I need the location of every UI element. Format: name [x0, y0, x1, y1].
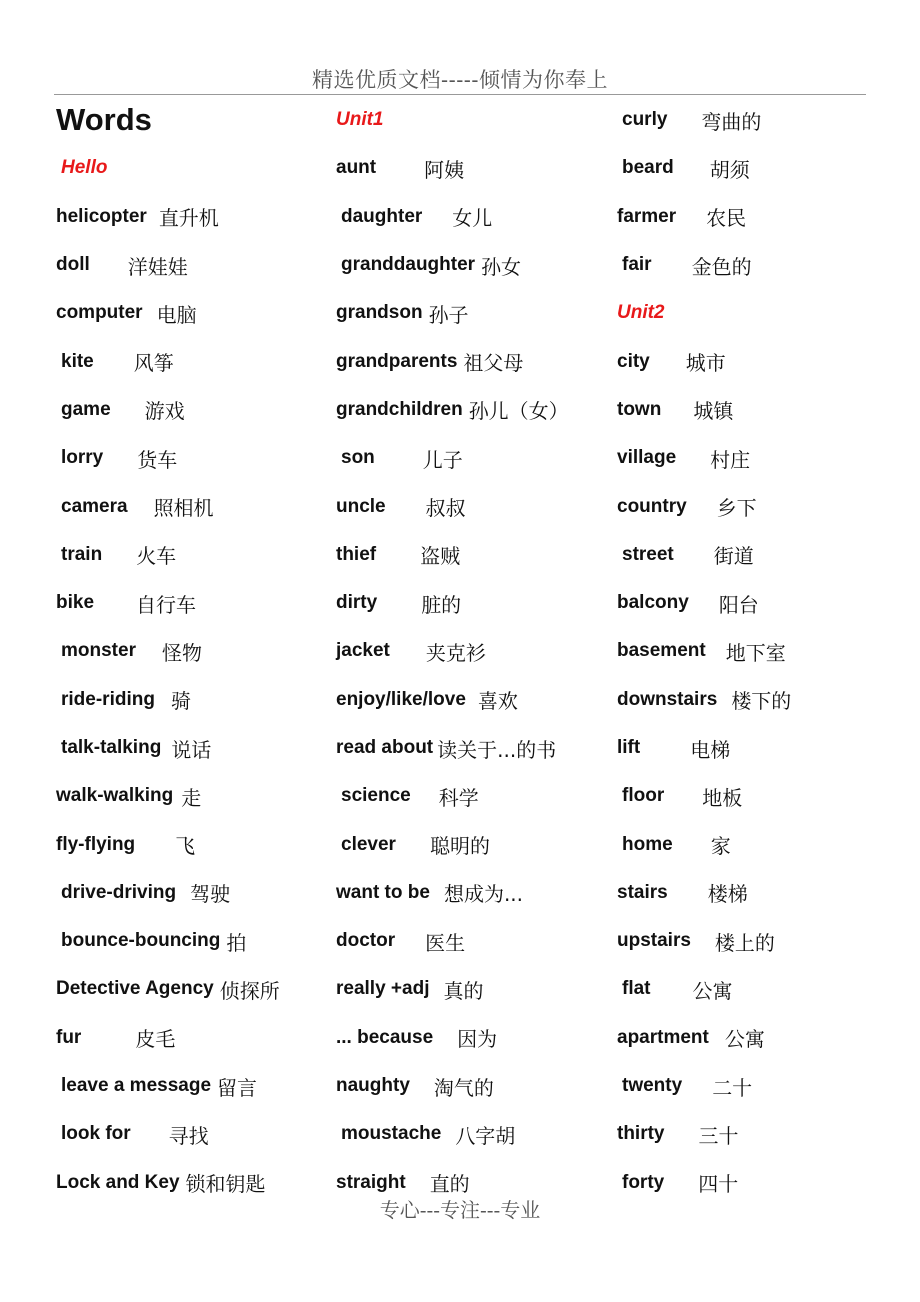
vocab-entry [56, 193, 336, 241]
unit-heading-text: Unit1 [336, 109, 384, 131]
vocab-entry [336, 386, 616, 434]
vocab-entry [336, 676, 616, 724]
vocab-entry [617, 917, 907, 965]
english-word: lift [617, 737, 641, 758]
vocab-entry [617, 965, 907, 1013]
vocab-entry [336, 820, 616, 868]
vocab-entry [56, 1110, 336, 1158]
english-word: moustache [341, 1123, 442, 1145]
chinese-translation: 火车 [136, 544, 177, 569]
english-word: forty [622, 1171, 665, 1193]
vocab-entry [617, 193, 907, 241]
vocab-entry [336, 289, 616, 337]
vocab-entry [56, 772, 336, 820]
vocab-entry [336, 1062, 616, 1110]
chinese-translation: 留言 [217, 1075, 258, 1100]
vocab-column-1 [56, 96, 336, 1207]
vocab-entry [56, 289, 336, 337]
vocab-entry [617, 627, 907, 675]
vocab-entry [56, 1062, 336, 1110]
chinese-translation: 弯曲的 [701, 109, 762, 134]
chinese-translation: 二十 [712, 1075, 753, 1100]
chinese-translation: 脏的 [421, 592, 462, 617]
chinese-translation: 驾驶 [190, 882, 231, 907]
english-word: home [622, 833, 673, 855]
english-word: lorry [61, 447, 104, 469]
unit-heading-text: Unit2 [617, 302, 665, 324]
vocab-entry [336, 772, 616, 820]
vocab-entry [617, 724, 907, 772]
english-word: really +adj [336, 978, 430, 1000]
chinese-translation: 三十 [698, 1123, 739, 1148]
vocab-entry [56, 1014, 336, 1062]
unit-heading [336, 96, 616, 144]
english-word: country [617, 495, 687, 517]
vocab-entry [617, 579, 907, 627]
vocab-entry [617, 1014, 907, 1062]
chinese-translation: 电脑 [156, 302, 197, 327]
vocab-entry [336, 434, 616, 482]
chinese-translation: 读关于...的书 [437, 737, 557, 762]
english-word: Detective Agency [56, 978, 214, 1000]
english-word: uncle [336, 495, 386, 517]
vocab-column-2 [336, 96, 616, 1207]
vocab-entry [617, 434, 907, 482]
english-word: daughter [341, 205, 423, 227]
english-word: dirty [336, 592, 378, 614]
vocab-entry [617, 772, 907, 820]
chinese-translation: 城镇 [693, 399, 734, 424]
vocab-entry [336, 869, 616, 917]
english-word: beard [622, 157, 674, 179]
english-word: flat [622, 978, 651, 1000]
vocab-entry [56, 579, 336, 627]
chinese-translation: 城市 [685, 351, 726, 376]
chinese-translation: 喜欢 [477, 689, 518, 714]
chinese-translation: 地下室 [725, 640, 786, 665]
english-word: twenty [622, 1075, 683, 1097]
chinese-translation: 飞 [175, 834, 196, 859]
vocab-entry [617, 1110, 907, 1158]
chinese-translation: 家 [710, 834, 731, 859]
vocab-entry [617, 482, 907, 530]
chinese-translation: 风筝 [133, 351, 174, 376]
chinese-translation: 夹克衫 [425, 640, 486, 665]
chinese-translation: 寻找 [168, 1123, 209, 1148]
english-word: grandson [336, 302, 423, 324]
english-word: aunt [336, 157, 377, 179]
english-word: straight [336, 1171, 406, 1193]
english-word: city [617, 350, 650, 372]
vocab-entry [617, 820, 907, 868]
chinese-translation: 孙儿（女） [468, 399, 569, 424]
english-word: talk-talking [61, 737, 162, 758]
english-word: son [341, 447, 375, 469]
english-word: look for [61, 1123, 131, 1145]
english-word: bike [56, 592, 95, 614]
english-word: train [61, 543, 103, 565]
english-word: ride-riding [61, 688, 155, 710]
chinese-translation: 洋娃娃 [127, 254, 188, 279]
vocab-entry [336, 1014, 616, 1062]
vocab-entry [56, 917, 336, 965]
english-word: clever [341, 833, 396, 855]
vocab-entry [336, 482, 616, 530]
vocab-entry [336, 965, 616, 1013]
header-rule [54, 94, 866, 95]
english-word: apartment [617, 1026, 709, 1048]
english-word: computer [56, 302, 143, 324]
english-word: Lock and Key [56, 1171, 180, 1193]
vocab-entry [336, 144, 616, 192]
chinese-translation: 公寓 [692, 978, 733, 1003]
chinese-translation: 照相机 [153, 496, 214, 521]
chinese-translation: 孙子 [428, 302, 469, 327]
english-word: read about [336, 737, 434, 758]
chinese-translation: 淘气的 [433, 1075, 494, 1100]
english-word: kite [61, 350, 94, 372]
page-header: 精选优质文档-----倾情为你奉上 [312, 68, 608, 92]
vocab-entry [617, 676, 907, 724]
section-title-text: Words [56, 102, 152, 138]
english-word: balcony [617, 592, 689, 614]
chinese-translation: 医生 [425, 930, 466, 955]
chinese-translation: 楼下的 [731, 689, 792, 714]
chinese-translation: 公寓 [724, 1027, 765, 1052]
english-word: walk-walking [56, 785, 174, 807]
vocab-entry [617, 337, 907, 385]
english-word: enjoy/like/love [336, 688, 466, 710]
vocab-entry [617, 96, 907, 144]
vocab-entry [336, 193, 616, 241]
chinese-translation: 游戏 [144, 399, 185, 424]
chinese-translation: 四十 [698, 1172, 739, 1197]
english-word: thirty [617, 1123, 665, 1145]
vocab-entry [56, 386, 336, 434]
vocab-entry [336, 337, 616, 385]
vocab-entry [336, 531, 616, 579]
chinese-translation: 直的 [429, 1172, 470, 1197]
english-word: stairs [617, 881, 668, 903]
chinese-translation: 农民 [706, 206, 747, 231]
chinese-translation: 拍 [226, 930, 247, 955]
chinese-translation: 骑 [170, 689, 191, 714]
english-word: fair [622, 254, 652, 276]
chinese-translation: 皮毛 [135, 1027, 176, 1052]
english-word: jacket [336, 640, 390, 662]
chinese-translation: 直升机 [158, 206, 219, 231]
chinese-translation: 楼上的 [714, 930, 775, 955]
english-word: game [61, 398, 111, 420]
english-word: curly [622, 109, 668, 131]
vocab-entry [617, 869, 907, 917]
chinese-translation: 女儿 [452, 206, 493, 231]
english-word: basement [617, 640, 706, 662]
chinese-translation: 儿子 [422, 447, 463, 472]
vocab-entry [336, 579, 616, 627]
chinese-translation: 金色的 [691, 254, 752, 279]
vocab-entry [617, 386, 907, 434]
english-word: downstairs [617, 688, 718, 710]
chinese-translation: 乡下 [716, 496, 757, 521]
english-word: science [341, 785, 411, 807]
page-footer: 专心---专注---专业 [379, 1198, 541, 1222]
chinese-translation: 怪物 [161, 640, 202, 665]
chinese-translation: 盗贼 [420, 544, 461, 569]
vocab-entry [56, 869, 336, 917]
chinese-translation: 货车 [137, 447, 178, 472]
english-word: town [617, 398, 662, 420]
vocab-entry [56, 724, 336, 772]
english-word: farmer [617, 205, 677, 227]
english-word: helicopter [56, 205, 147, 227]
vocab-entry [617, 144, 907, 192]
chinese-translation: 阳台 [718, 592, 759, 617]
english-word: drive-driving [61, 881, 177, 903]
english-word: village [617, 447, 677, 469]
unit-heading-text: Hello [61, 157, 108, 179]
vocab-entry [617, 531, 907, 579]
vocab-entry [56, 531, 336, 579]
unit-heading [617, 289, 907, 337]
english-word: street [622, 543, 674, 565]
english-word: ... because [336, 1026, 434, 1048]
unit-heading [56, 144, 336, 192]
chinese-translation: 阿姨 [424, 157, 465, 182]
chinese-translation: 孙女 [481, 254, 522, 279]
vocab-entry [56, 337, 336, 385]
english-word: naughty [336, 1075, 410, 1097]
chinese-translation: 村庄 [710, 447, 751, 472]
chinese-translation: 八字胡 [455, 1123, 516, 1148]
english-word: want to be [336, 881, 430, 903]
english-word: leave a message [61, 1075, 212, 1097]
english-word: floor [622, 785, 665, 807]
chinese-translation: 电梯 [690, 737, 731, 762]
vocab-entry [56, 965, 336, 1013]
chinese-translation: 地板 [702, 785, 743, 810]
chinese-translation: 想成为... [443, 882, 524, 907]
vocab-entry [56, 627, 336, 675]
chinese-translation: 祖父母 [463, 351, 524, 376]
vocab-entry [56, 820, 336, 868]
chinese-translation: 叔叔 [425, 496, 466, 521]
chinese-translation: 楼梯 [707, 882, 748, 907]
vocab-entry [56, 482, 336, 530]
english-word: bounce-bouncing [61, 930, 221, 952]
english-word: upstairs [617, 930, 691, 952]
english-word: thief [336, 543, 377, 565]
english-word: fly-flying [56, 833, 136, 855]
vocab-entry [56, 434, 336, 482]
chinese-translation: 真的 [443, 978, 484, 1003]
english-word: doctor [336, 930, 396, 952]
english-word: monster [61, 640, 136, 662]
vocab-column-3 [617, 96, 907, 1207]
chinese-translation: 走 [181, 785, 202, 810]
chinese-translation: 自行车 [136, 592, 197, 617]
chinese-translation: 科学 [438, 785, 479, 810]
english-word: doll [56, 254, 90, 276]
chinese-translation: 胡须 [709, 157, 750, 182]
english-word: grandchildren [336, 398, 463, 420]
vocab-entry [56, 676, 336, 724]
vocab-entry [336, 1110, 616, 1158]
vocab-entry [56, 241, 336, 289]
chinese-translation: 街道 [713, 544, 754, 569]
chinese-translation: 锁和钥匙 [185, 1172, 266, 1197]
section-title [56, 96, 336, 144]
vocab-entry [336, 724, 616, 772]
vocab-entry [336, 917, 616, 965]
vocab-entry [336, 627, 616, 675]
english-word: grandparents [336, 350, 458, 372]
vocab-entry [617, 1062, 907, 1110]
chinese-translation: 侦探所 [219, 978, 280, 1003]
vocab-entry [617, 241, 907, 289]
english-word: granddaughter [341, 254, 476, 276]
chinese-translation: 因为 [457, 1027, 498, 1052]
english-word: camera [61, 495, 128, 517]
english-word: fur [56, 1026, 82, 1048]
chinese-translation: 说话 [171, 737, 212, 762]
chinese-translation: 聪明的 [429, 834, 490, 859]
vocab-entry [336, 241, 616, 289]
